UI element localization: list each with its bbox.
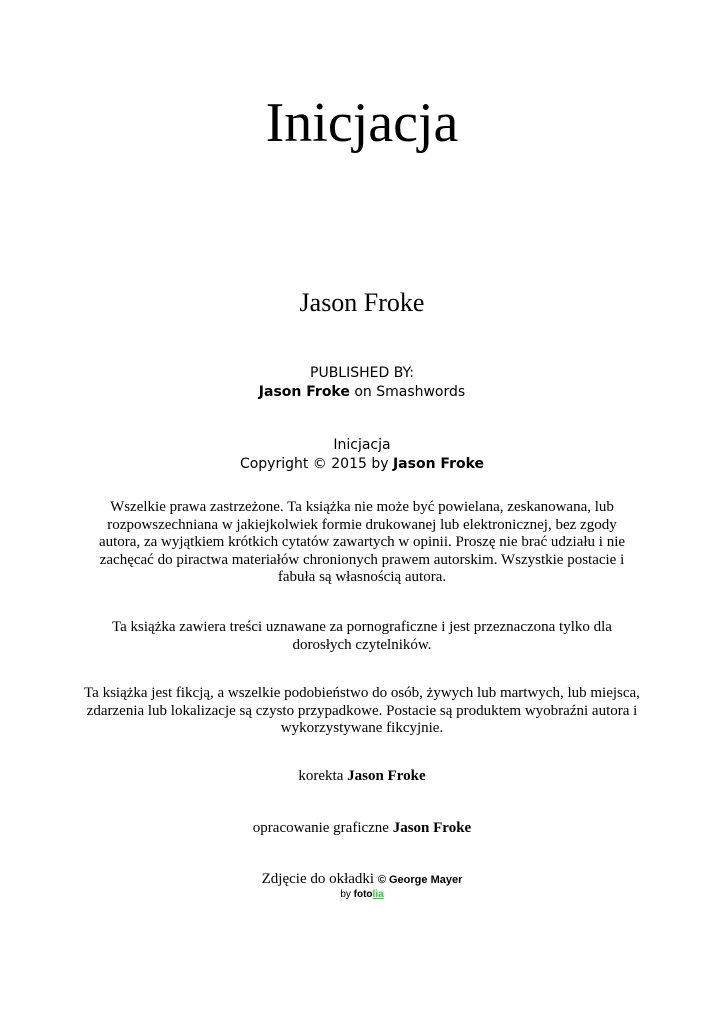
copyright-line — [0, 455, 724, 474]
photo-label: Zdjęcie do okładki — [261, 871, 378, 887]
photo-by-label: by — [340, 889, 354, 900]
editing-name: Jason Froke — [347, 768, 426, 784]
editing-credit — [0, 767, 724, 785]
publisher-name: Jason Froke — [258, 384, 350, 400]
design-name: Jason Froke — [392, 820, 472, 836]
rights-text: Wszelkie prawa zastrzeżone. Ta książka nie może być powielana, zeskanowana, lub rozpowszechniana w jakiejkolwiek formie drukowanej lub elektronicznej, bez zgody autora, za wyjątkiem krótkich cytatów zawartych w opinii. Proszę nie brać udziału i nie zachęcać do piractwa materiałów chronionych prawem autorskim. Wszystkie postacie i fabuła są własnością autora. — [98, 499, 626, 585]
fiction-text: Ta książka jest fikcją, a wszelkie podobieństwo do osób, żywych lub martwych, lub miejsca, zdarzenia lub lokalizacje są czysto przypadkowe. Postacie są produktem wyobraźni autora i wykorzystywane fikcyjnie. — [84, 685, 640, 736]
published-by-label: PUBLISHED BY: — [310, 365, 414, 381]
copyright-book-title: Inicjacja — [333, 437, 391, 453]
copyright-holder: Jason Froke — [392, 456, 485, 472]
adult-content-text: Ta książka zawiera treści uznawane za pornograficzne i jest przeznaczona tylko dla dorosłych czytelników. — [112, 619, 612, 653]
publisher-suffix: on Smashwords — [349, 384, 466, 400]
copyright-prefix: Copyright © 2015 by — [239, 456, 393, 472]
publisher-line — [0, 383, 724, 402]
author-name: Jason Froke — [299, 288, 425, 317]
adult-content-paragraph — [82, 619, 642, 654]
fotolia-logo — [354, 889, 384, 900]
publisher-block — [0, 364, 724, 402]
design-label: opracowanie graficzne — [252, 820, 393, 836]
book-title: Inicjacja — [265, 92, 459, 154]
fiction-paragraph — [84, 685, 640, 738]
photo-credit — [0, 870, 724, 889]
fotolia-main-text: foto — [353, 889, 373, 900]
copyright-block — [0, 436, 724, 474]
photo-source — [0, 888, 724, 901]
photo-author: © George Mayer — [377, 874, 463, 886]
rights-paragraph — [87, 499, 637, 587]
design-credit — [0, 819, 724, 837]
fotolia-accent-text: lia — [372, 889, 384, 900]
editing-label: korekta — [298, 768, 348, 784]
